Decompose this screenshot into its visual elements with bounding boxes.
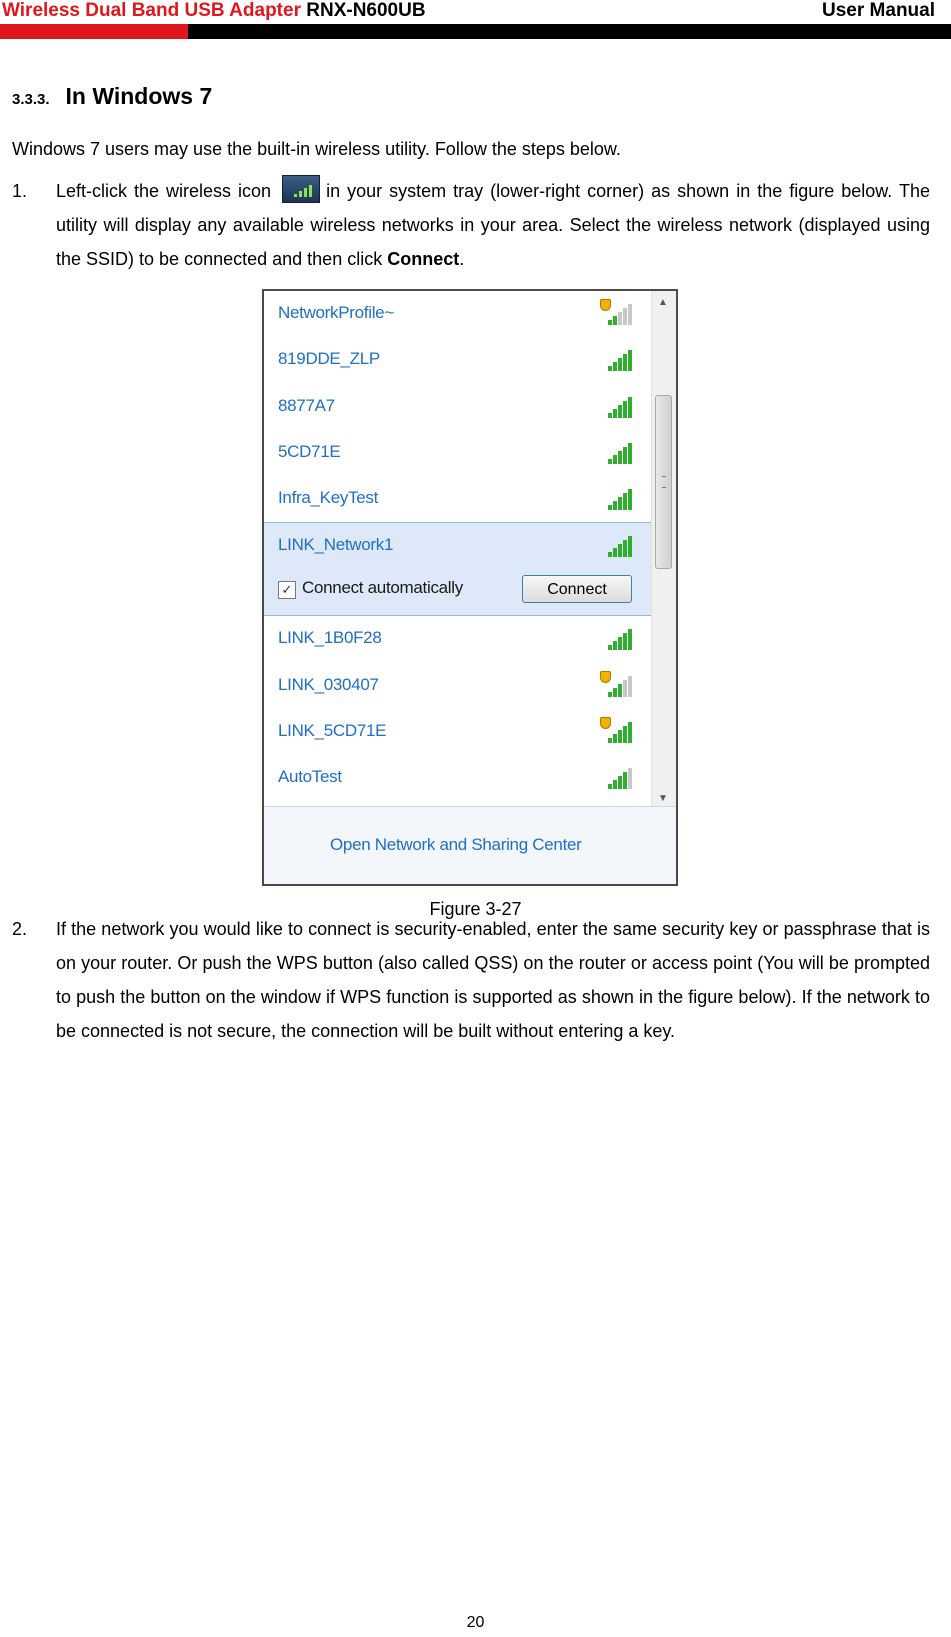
- network-name: LINK_5CD71E: [278, 721, 387, 741]
- section-heading: [12, 83, 212, 110]
- header-bar: [0, 24, 951, 39]
- network-item[interactable]: [264, 291, 654, 337]
- page-header: [0, 0, 951, 22]
- flyout-footer: [264, 806, 676, 886]
- network-name: LINK_Network1: [278, 535, 394, 555]
- signal-strength-icon: [602, 767, 636, 789]
- signal-strength-icon: [602, 442, 636, 464]
- scrollbar-thumb[interactable]: [655, 395, 672, 569]
- page-number: 20: [466, 1614, 485, 1631]
- network-name: Infra_KeyTest: [278, 488, 379, 508]
- step1-text-end: .: [459, 249, 465, 269]
- wireless-tray-icon: [282, 175, 320, 203]
- network-item[interactable]: [264, 663, 654, 709]
- step1-text-middle: in your system tray (lower-right corner) as shown in the figure below. The utility will display any available wireless networks in your area. Select the wireless network (displayed using the SSID) to be connected and then click: [56, 181, 930, 269]
- signal-strength-icon: [602, 349, 636, 371]
- security-shield-icon: [600, 717, 611, 729]
- connect-button[interactable]: Connect: [522, 575, 632, 603]
- network-item[interactable]: [264, 384, 654, 430]
- security-shield-icon: [600, 299, 611, 311]
- network-name: LINK_1B0F28: [278, 628, 382, 648]
- open-network-sharing-center-link[interactable]: Open Network and Sharing Center: [330, 835, 582, 854]
- step1-text-start: Left-click the wireless icon: [56, 181, 272, 201]
- network-item[interactable]: [264, 709, 654, 755]
- step2-text: If the network you would like to connect is security-enabled, enter the same security key or passphrase that is on your router. Or push the WPS button (also called QSS) on the router or access point (You will be prompted to push the button on the window if WPS function is supported as shown in the figure below). If the network to be connected is not secure, the connection will be built without entering a key.: [56, 919, 930, 1041]
- step1-number: 1.: [12, 181, 28, 201]
- signal-strength-icon: [602, 721, 636, 743]
- connect-automatically-label: Connect automatically: [302, 578, 463, 598]
- section-title: In Windows 7: [65, 83, 213, 109]
- network-item[interactable]: [264, 476, 654, 522]
- network-name: 5CD71E: [278, 441, 341, 461]
- scroll-up-icon[interactable]: ▲: [658, 297, 668, 308]
- step1-text: [56, 174, 930, 276]
- signal-strength-icon: [602, 396, 636, 418]
- signal-strength-icon: [602, 488, 636, 510]
- selected-network-item[interactable]: [264, 522, 654, 616]
- intro-paragraph: Windows 7 users may use the built-in wireless utility. Follow the steps below.: [12, 139, 621, 159]
- section-number: 3.3.3.: [12, 91, 50, 108]
- grip-icon: [662, 476, 666, 488]
- network-item[interactable]: [264, 337, 654, 383]
- security-shield-icon: [600, 671, 611, 683]
- network-name: 819DDE_ZLP: [278, 349, 380, 369]
- scroll-down-icon[interactable]: ▼: [658, 793, 668, 804]
- signal-strength-icon: [602, 628, 636, 650]
- network-item[interactable]: [264, 755, 654, 801]
- header-product-name: Wireless Dual Band USB Adapter: [2, 0, 301, 21]
- figure-caption: Figure 3-27: [429, 899, 522, 919]
- header-model: RNX-N600UB: [300, 0, 426, 21]
- header-product: [2, 0, 426, 22]
- header-manual-label: User Manual: [822, 0, 935, 21]
- network-list: [264, 291, 654, 802]
- wireless-networks-figure: [262, 289, 678, 886]
- signal-strength-icon: [602, 535, 636, 557]
- network-name: AutoTest: [278, 767, 342, 787]
- network-list-scrollbar[interactable]: [651, 291, 676, 806]
- network-item[interactable]: [264, 430, 654, 476]
- connect-automatically-checkbox[interactable]: ✓: [278, 581, 296, 599]
- network-item[interactable]: [264, 616, 654, 662]
- step1-connect-bold: Connect: [387, 249, 460, 269]
- network-name: 8877A7: [278, 395, 335, 415]
- network-name: NetworkProfile~: [278, 303, 394, 322]
- step2-number: 2.: [12, 919, 28, 939]
- network-name: LINK_030407: [278, 674, 379, 694]
- signal-strength-icon: [602, 675, 636, 697]
- header-bar-accent: [0, 24, 188, 39]
- network-item[interactable]: [264, 523, 654, 569]
- signal-strength-icon: [602, 303, 636, 325]
